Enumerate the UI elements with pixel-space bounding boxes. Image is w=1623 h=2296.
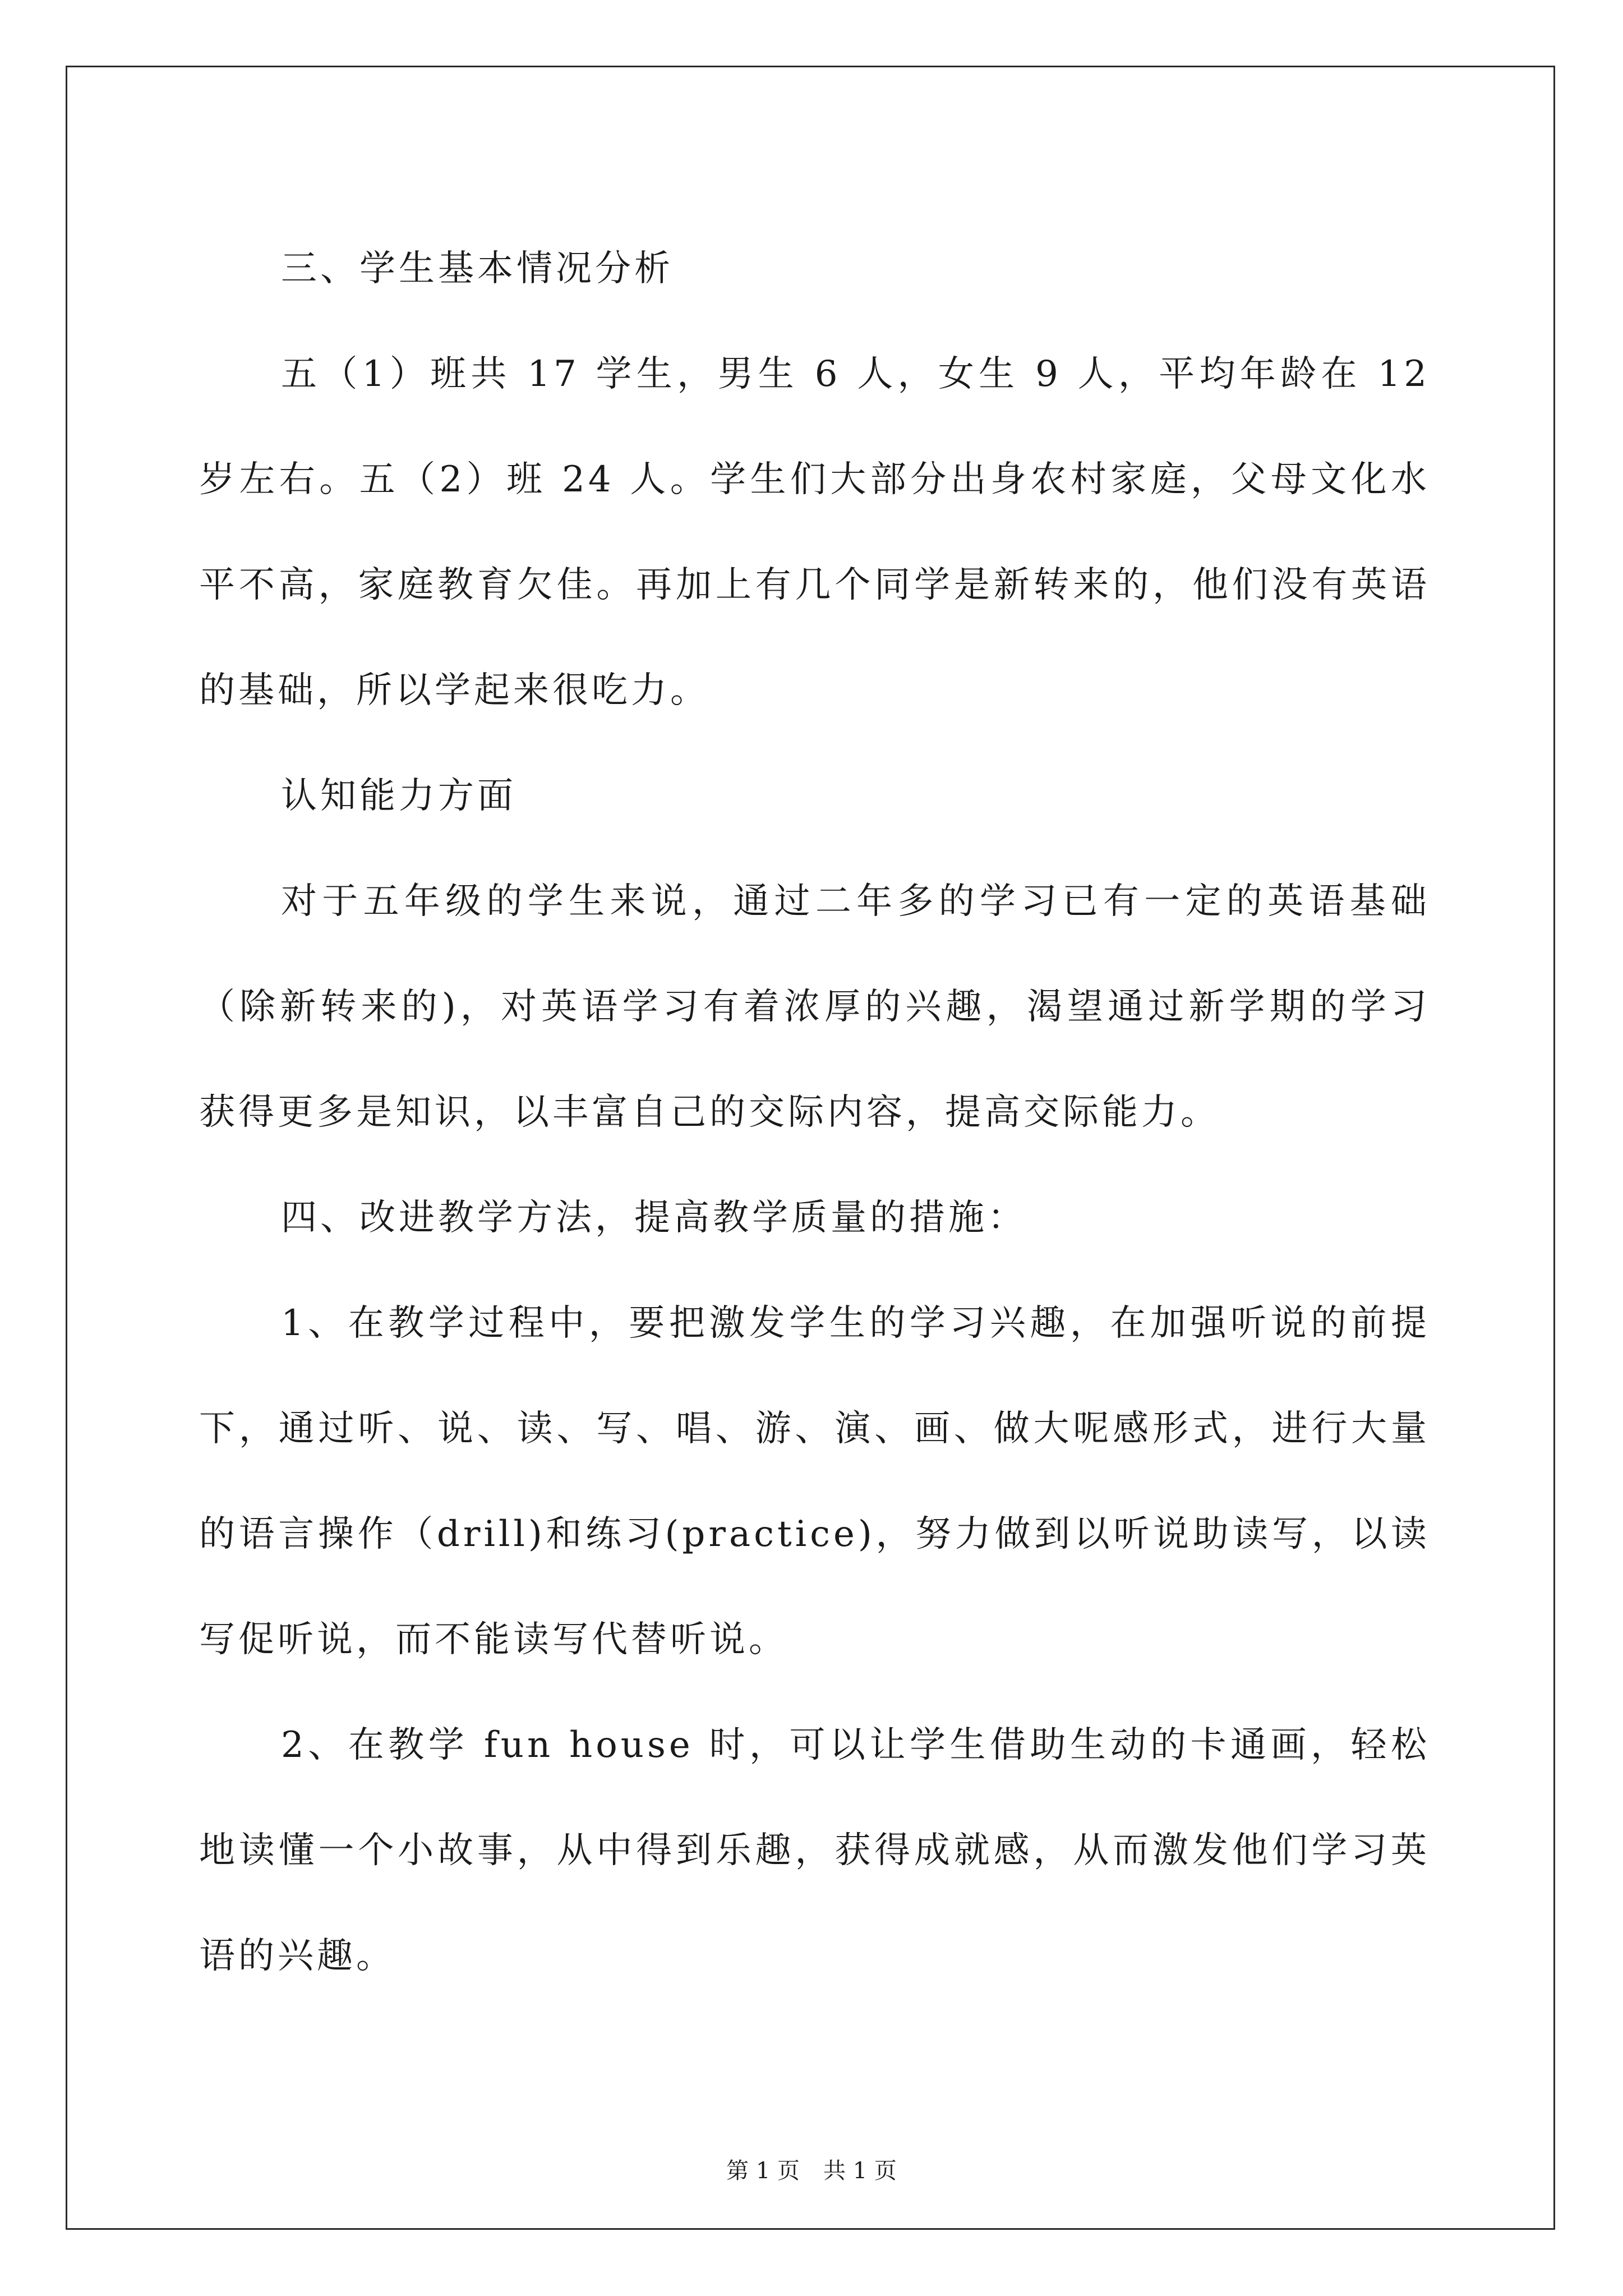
paragraph-measure-2: 2、在教学 fun house 时，可以让学生借助生动的卡通画，轻松地读懂一个小故事，从中得到乐趣，获得成就感，从而激发他们学习英语的兴趣。 <box>199 1724 1430 1977</box>
page-number-total: 共 1 页 <box>823 2158 897 2184</box>
document-body <box>199 216 1430 2009</box>
paragraph-measure-1: 1、在教学过程中，要把激发学生的学习兴趣，在加强听说的前提下，通过听、说、读、写、唱、游、演、画、做大呢感形式，进行大量的语言操作（drill)和练习(practice)，努力做到以听说助读写，以读写促听说，而不能读写代替听说。 <box>199 1303 1430 1660</box>
page-number-current: 第 1 页 <box>726 2158 800 2184</box>
paragraph-cognitive-ability: 对于五年级的学生来说，通过二年多的学习已有一定的英语基础（除新转来的)，对英语学习有着浓厚的兴趣，渴望通过新学期的学习获得更多是知识，以丰富自己的交际内容，提高交际能力。 <box>199 881 1430 1133</box>
subheading-cognitive-ability: 认知能力方面 <box>281 775 517 817</box>
section-heading-student-analysis: 三、学生基本情况分析 <box>281 248 674 289</box>
page-footer <box>0 2157 1623 2185</box>
paragraph-class-overview: 五（1）班共 17 学生，男生 6 人，女生 9 人，平均年龄在 12 岁左右。五（2）班 24 人。学生们大部分出身农村家庭，父母文化水平不高，家庭教育欠佳。再加上有几个同学是新转来的，他们没有英语的基础，所以学起来很吃力。 <box>199 353 1430 711</box>
section-heading-teaching-methods: 四、改进教学方法，提高教学质量的措施： <box>281 1197 1027 1239</box>
